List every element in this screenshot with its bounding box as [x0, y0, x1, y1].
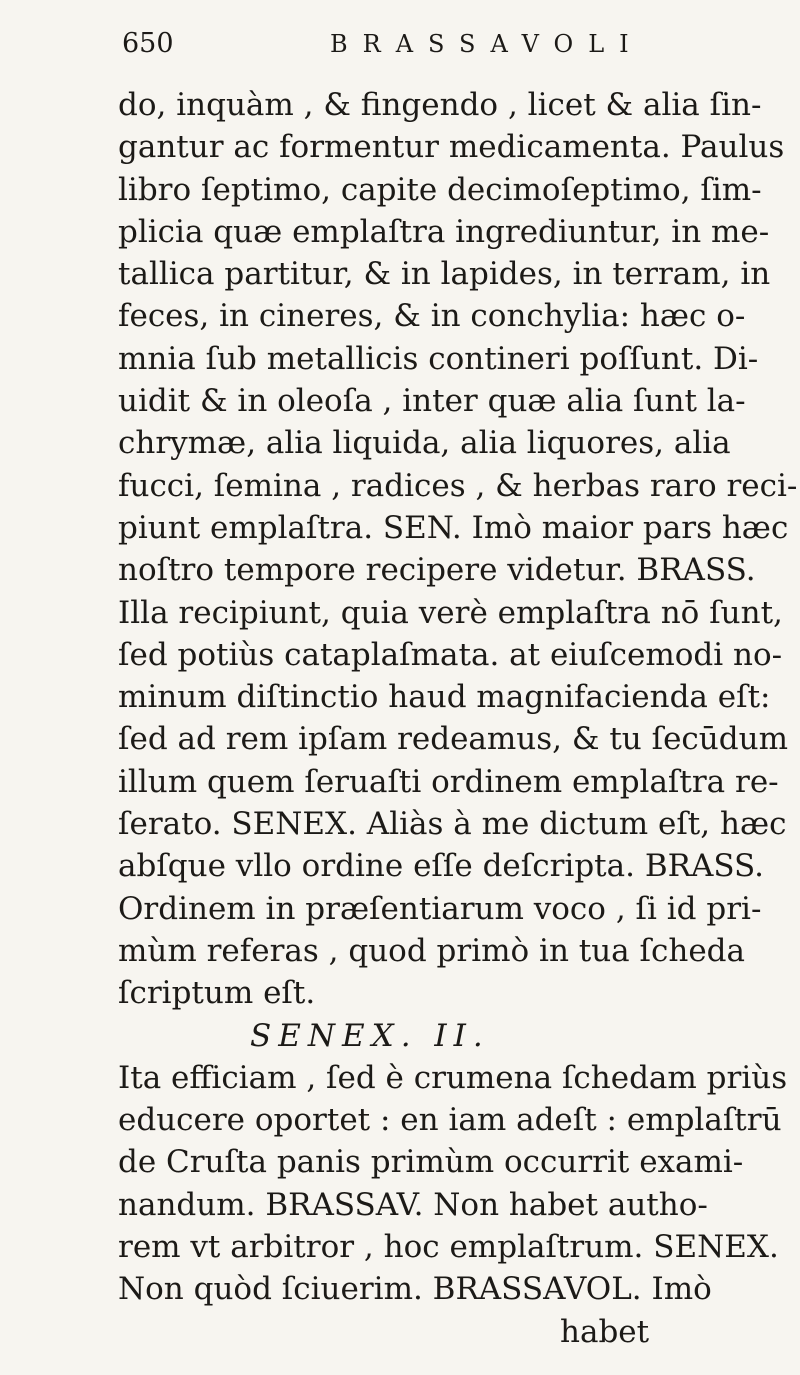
text-line: uidit & in oleoſa , inter quæ alia ſunt la- — [118, 383, 746, 420]
text-line: Illa recipiunt, quia verè emplaſtra nō ſunt, — [118, 594, 783, 631]
text-line: feces, in cineres, & in conchylia: hæc o- — [118, 298, 746, 335]
text-line: Ordinem in præſentiarum voco , ſi id pri- — [118, 890, 762, 927]
text-line: plicia quæ emplaſtra ingrediuntur, in me- — [118, 213, 770, 250]
text-line: de Cruſta panis primùm occurrit exami- — [118, 1144, 744, 1181]
text-line: piunt emplaſtra. SEN. Imò maior pars hæc — [118, 509, 789, 546]
running-head: BRASSAVOLI — [330, 30, 644, 58]
text-line: ſcriptum eſt. — [118, 975, 316, 1012]
text-line: abſque vllo ordine eſſe deſcripta. BRASS. — [118, 848, 765, 885]
text-line: ſed ad rem ipſam redeamus, & tu ſecūdum — [118, 721, 788, 758]
catchword: habet — [560, 1313, 650, 1350]
text-line: fucci, ſemina , radices , & herbas raro reci- — [118, 467, 798, 504]
text-line: nandum. BRASSAV. Non habet autho- — [118, 1186, 708, 1223]
text-line: chrymæ, alia liquida, alia liquores, alia — [118, 425, 731, 462]
text-line: illum quem ſeruaſti ordinem emplaſtra re- — [118, 763, 779, 800]
text-line: Ita efficiam , ſed è crumena ſchedam priùs — [118, 1059, 788, 1096]
text-line: minum diſtinctio haud magnifacienda eſt: — [118, 679, 771, 716]
text-line: gantur ac formentur medicamenta. Paulus — [118, 129, 785, 166]
text-line: ſerato. SENEX. Aliàs à me dictum eſt, hæc — [118, 806, 787, 843]
body-text — [118, 84, 798, 1353]
text-line: ſed potiùs cataplaſmata. at eiuſcemodi no- — [118, 636, 783, 673]
text-line: mnia ſub metallicis contineri poſſunt. Di- — [118, 340, 759, 377]
text-line: libro ſeptimo, capite decimoſeptimo, ſim- — [118, 171, 762, 208]
section-heading: SENEX. II. — [250, 1017, 490, 1054]
text-line: mùm referas , quod primò in tua ſcheda — [118, 932, 745, 969]
text-line: tallica partitur, & in lapides, in terram, in — [118, 256, 771, 293]
page-header — [122, 28, 682, 68]
text-line: Non quòd ſciuerim. BRASSAVOL. Imò — [118, 1271, 712, 1308]
page-number: 650 — [122, 28, 174, 59]
text-line: educere oportet : en iam adeſt : emplaſtrū — [118, 1102, 782, 1139]
text-line: noſtro tempore recipere videtur. BRASS. — [118, 552, 756, 589]
text-line: do, inquàm , & fingendo , licet & alia ſin- — [118, 87, 762, 123]
text-line: rem vt arbitror , hoc emplaſtrum. SENEX. — [118, 1229, 779, 1266]
